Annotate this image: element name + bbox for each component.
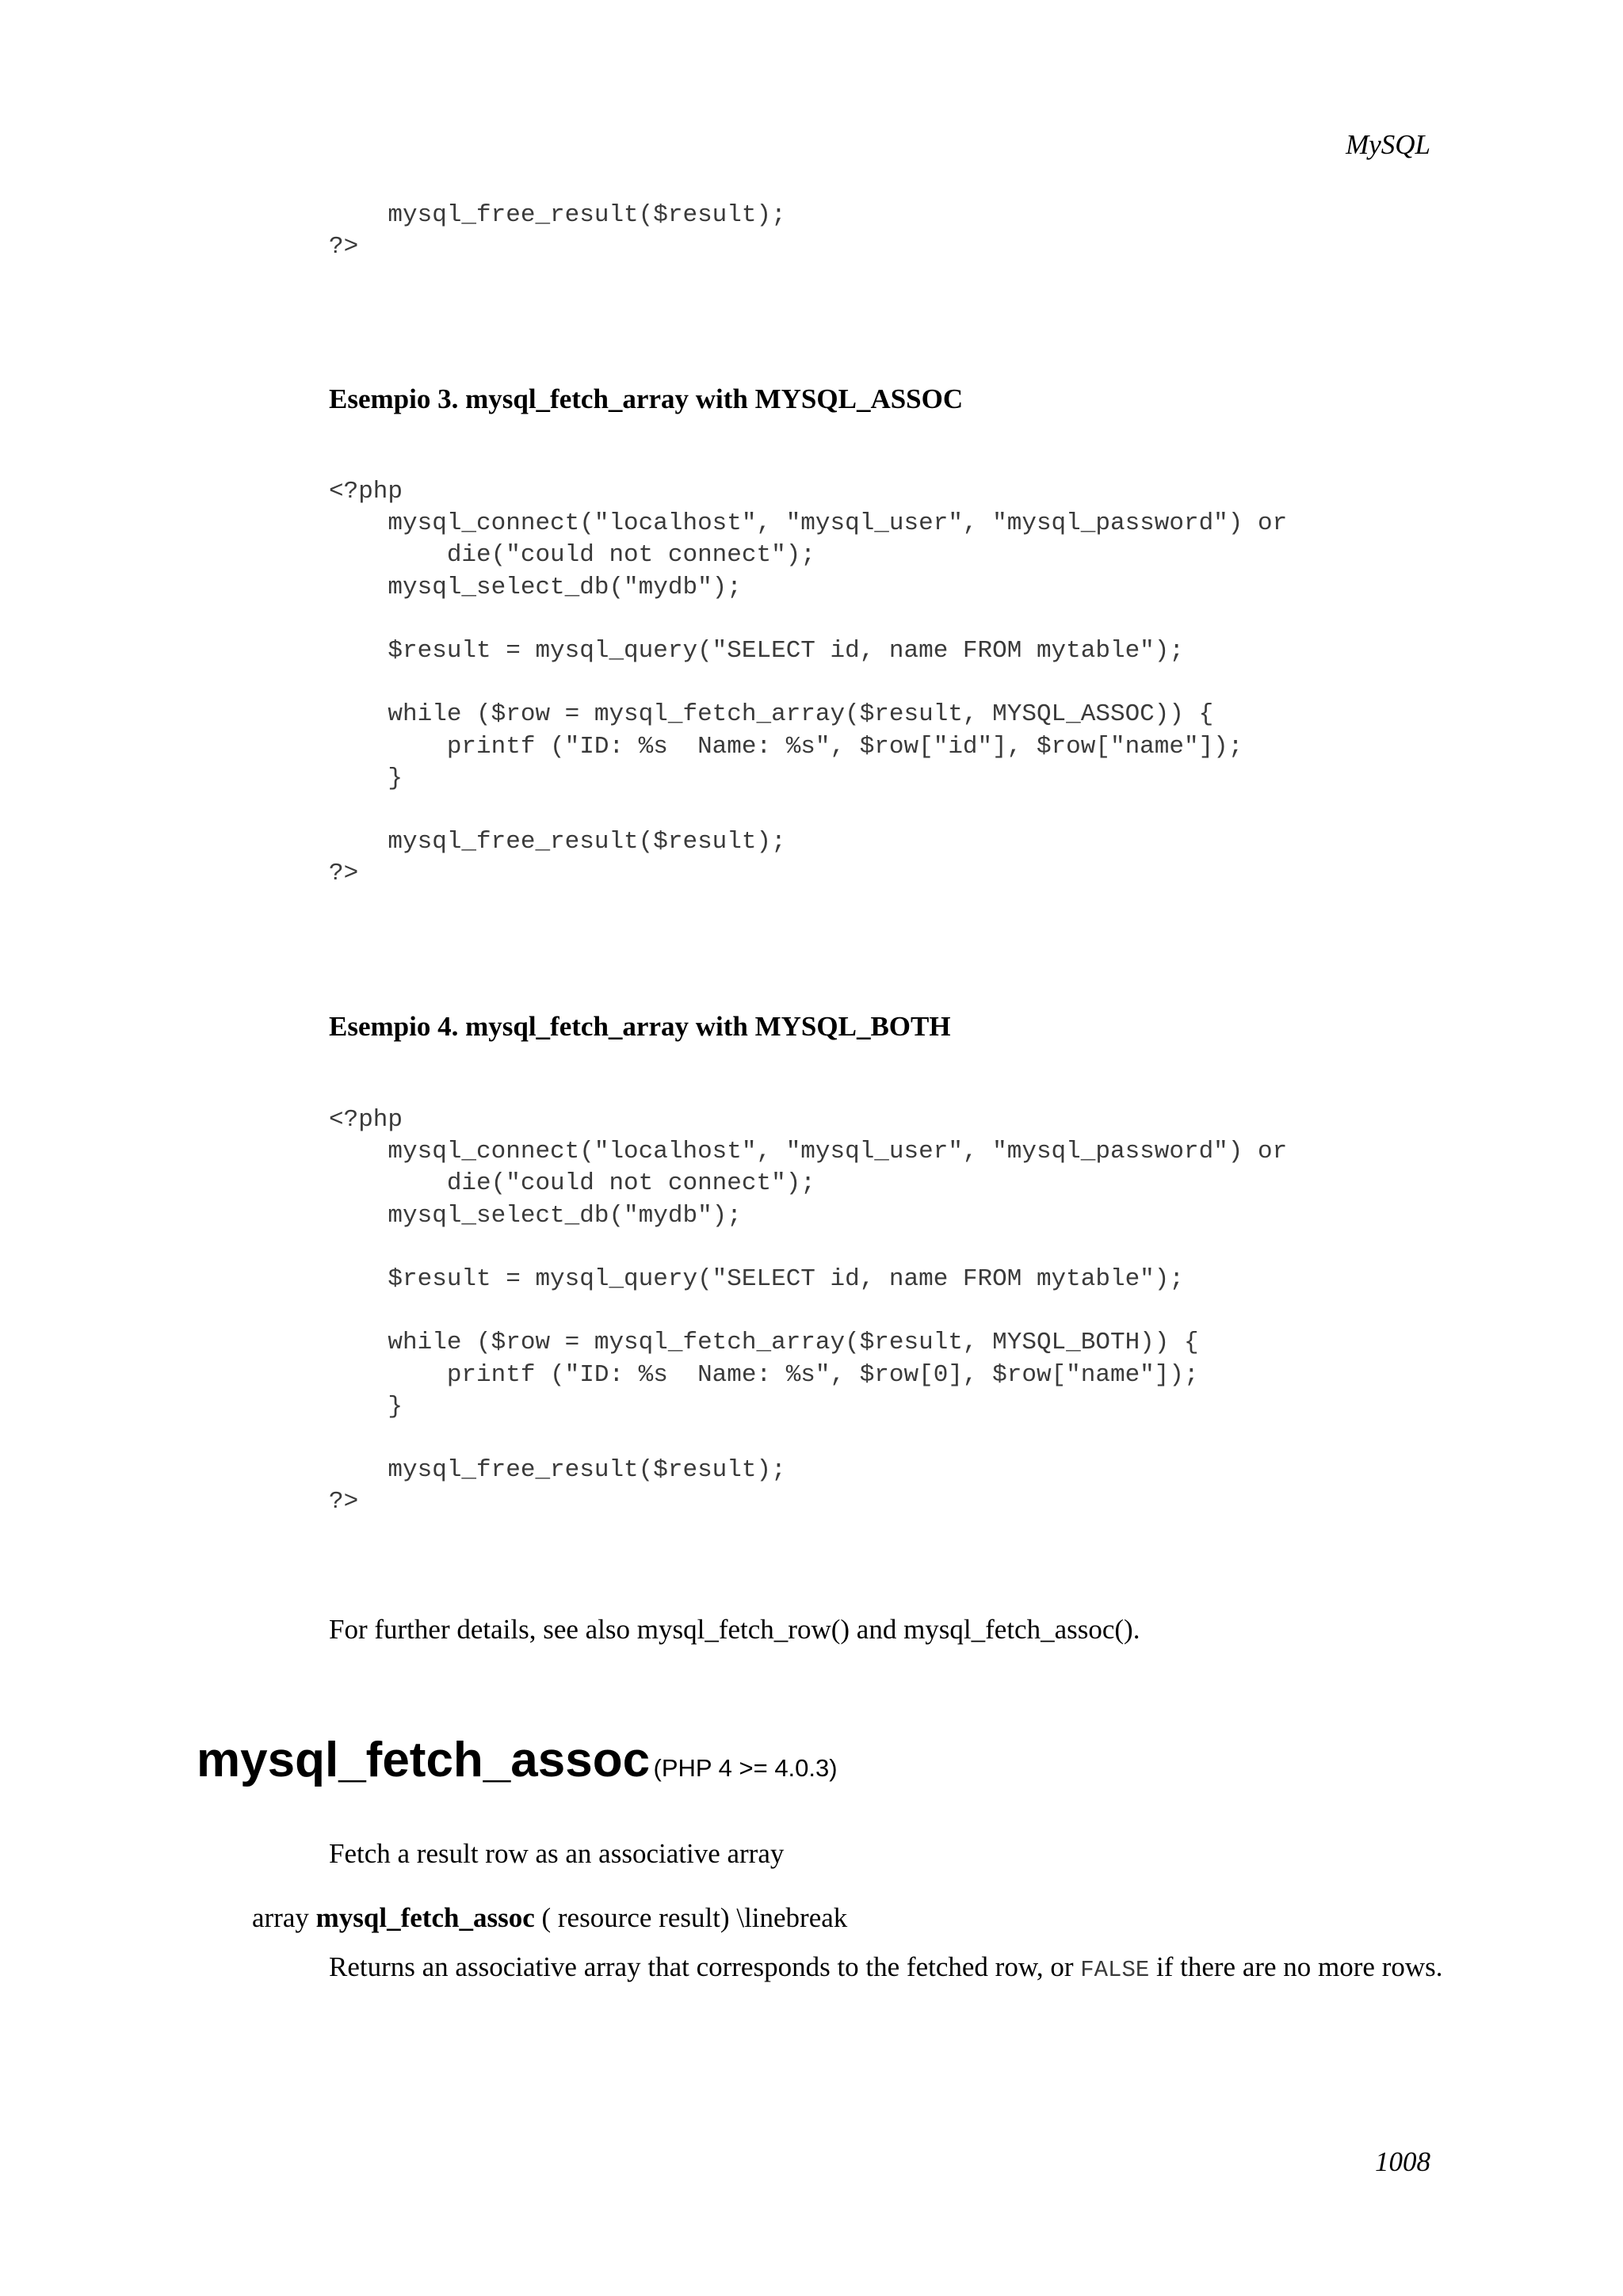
function-heading <box>197 1729 838 1805</box>
returns-suffix: if there are no more rows. <box>1156 1951 1443 1982</box>
page-number: 1008 <box>1375 2146 1430 2177</box>
example-4-title: Esempio 4. mysql_fetch_array with MYSQL_BOTH <box>329 1011 951 1042</box>
function-summary: Fetch a result row as an associative array <box>329 1838 785 1869</box>
example-3-code: <?php mysql_connect("localhost", "mysql_user", "mysql_password") or die("could not connect"); mysql_select_db("mydb"); $result = mysql_query("SELECT id, name FROM mytable"); while ($row = mysql_fetch_array($result, MYSQL_ASSOC)) { printf ("ID: %s Name: %s", $row["id"], $row["name"]); } mysql_free_result($result); ?> <box>329 478 1288 888</box>
function-version: (PHP 4 >= 4.0.3) <box>653 1754 838 1782</box>
running-header: MySQL <box>1346 129 1430 160</box>
signature-function-name: mysql_fetch_assoc <box>315 1902 535 1933</box>
example-4-code: <?php mysql_connect("localhost", "mysql_user", "mysql_password") or die("could not connect"); mysql_select_db("mydb"); $result = mysql_query("SELECT id, name FROM mytable"); while ($row = mysql_fetch_array($result, MYSQL_BOTH)) { printf ("ID: %s Name: %s", $row[0], $row["name"]); } mysql_free_result($result); ?> <box>329 1106 1288 1516</box>
function-signature <box>252 1901 847 1935</box>
false-constant: FALSE <box>1080 1957 1150 1983</box>
see-also-paragraph: For further details, see also mysql_fetch_row() and mysql_fetch_assoc(). <box>329 1614 1140 1645</box>
returns-prefix: Returns an associative array that corresponds to the fetched row, or <box>329 1951 1074 1982</box>
returns-description <box>329 1951 1443 1987</box>
function-name: mysql_fetch_assoc <box>197 1733 651 1787</box>
code-block-continuation: mysql_free_result($result); ?> <box>329 201 786 261</box>
signature-return-type: array <box>252 1902 309 1933</box>
example-3-title: Esempio 3. mysql_fetch_array with MYSQL_ASSOC <box>329 383 964 414</box>
signature-params: ( resource result) \linebreak <box>541 1902 848 1933</box>
